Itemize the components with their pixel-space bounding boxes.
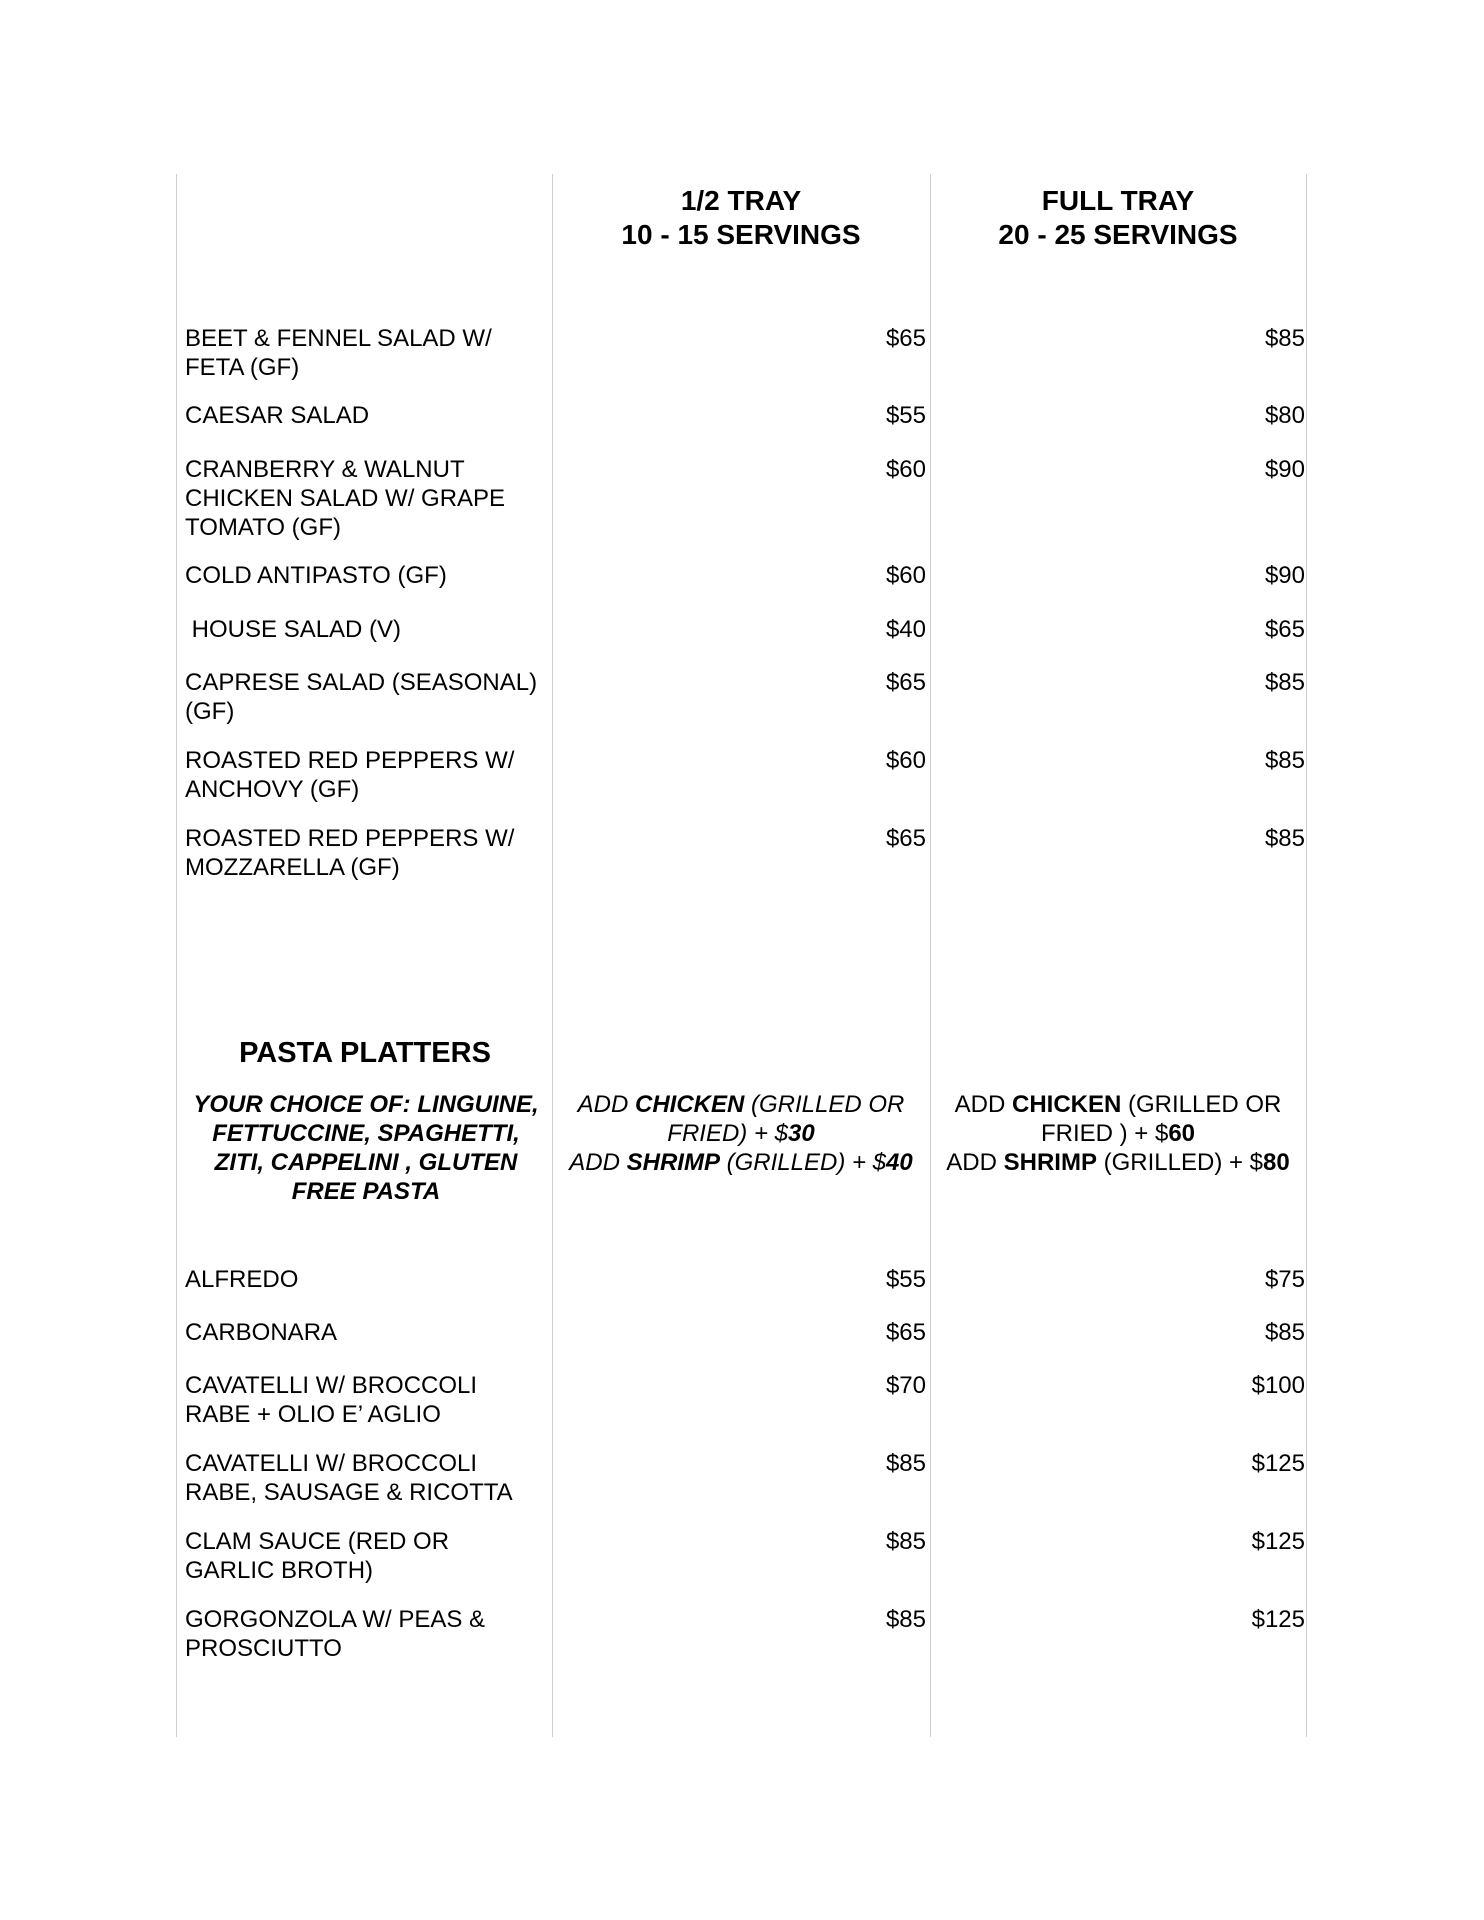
item-name: HOUSE SALAD (V) [185, 616, 402, 643]
addon-chicken-detail-2: FRIED ) + $ [1040, 1120, 1169, 1147]
item-name: CARBONARA [185, 1319, 338, 1346]
full-price: $85 [1264, 669, 1305, 696]
addon-chicken-label: CHICKEN [634, 1091, 745, 1118]
half-price: $55 [885, 402, 926, 429]
addon-shrimp-price: 80 [1263, 1149, 1290, 1176]
item-name: CAVATELLI W/ BROCCOLI RABE + OLIO E’ AGLIO [185, 1372, 484, 1428]
half-price: $70 [885, 1372, 926, 1399]
item-name: CAVATELLI W/ BROCCOLI RABE, SAUSAGE & RICOTTA [185, 1450, 513, 1506]
item-name: CLAM SAUCE (RED OR GARLIC BROTH) [185, 1528, 456, 1584]
half-price: $60 [885, 747, 926, 774]
full-price: $65 [1264, 616, 1305, 643]
addon-chicken-detail-2: FRIED) + $ [667, 1120, 788, 1147]
half-price: $85 [885, 1606, 926, 1633]
item-name: COLD ANTIPASTO (GF) [185, 562, 447, 589]
full-price: $85 [1264, 825, 1305, 852]
half-price: $55 [885, 1266, 926, 1293]
pasta-choice-note: YOUR CHOICE OF: LINGUINE, FETTUCCINE, SPAGHETTI, ZITI, CAPPELINI , GLUTEN FREE PASTA [193, 1091, 539, 1205]
column-divider-left [176, 174, 177, 1737]
item-name: ROASTED RED PEPPERS W/ ANCHOVY (GF) [185, 747, 520, 803]
addon-shrimp-line [933, 1148, 1303, 1177]
addon-chicken-label: CHICKEN [1011, 1091, 1122, 1118]
full-price: $85 [1264, 325, 1305, 352]
item-name: GORGONZOLA W/ PEAS & PROSCIUTTO [185, 1606, 492, 1662]
addon-chicken-price: 60 [1168, 1120, 1196, 1147]
addon-add-text: ADD [954, 1091, 1012, 1118]
addon-shrimp-line [556, 1148, 926, 1177]
addon-shrimp-label: SHRIMP [1003, 1149, 1097, 1176]
half-price: $60 [885, 562, 926, 589]
full-price: $80 [1264, 402, 1305, 429]
item-name: CRANBERRY & WALNUT CHICKEN SALAD W/ GRAPE TOMATO (GF) [185, 456, 512, 541]
column-divider-2 [930, 174, 931, 1737]
item-name: CAESAR SALAD [185, 402, 370, 429]
addon-add-text: ADD [569, 1149, 627, 1176]
addon-chicken-price: 30 [788, 1120, 815, 1147]
half-price: $60 [885, 456, 926, 483]
full-price: $75 [1264, 1266, 1305, 1293]
addon-chicken-line1 [556, 1090, 926, 1119]
pasta-platters-title: PASTA PLATTERS [239, 1037, 491, 1069]
half-price: $40 [885, 616, 926, 643]
addon-shrimp-detail: (GRILLED) + $ [719, 1149, 887, 1176]
half-price: $65 [885, 1319, 926, 1346]
half-price: $65 [885, 669, 926, 696]
full-tray-servings: 20 - 25 SERVINGS [998, 219, 1238, 250]
half-price: $85 [885, 1528, 926, 1555]
full-price: $125 [1251, 1528, 1305, 1555]
item-name: CAPRESE SALAD (SEASONAL) (GF) [185, 669, 544, 725]
full-price: $125 [1251, 1450, 1305, 1477]
half-price: $85 [885, 1450, 926, 1477]
column-divider-right [1306, 174, 1307, 1737]
full-price: $100 [1251, 1372, 1305, 1399]
half-price: $65 [885, 325, 926, 352]
half-tray-addons [556, 1090, 926, 1177]
addon-chicken-line2 [933, 1119, 1303, 1148]
full-price: $125 [1251, 1606, 1305, 1633]
addon-shrimp-price: 40 [886, 1149, 913, 1176]
half-tray-header [556, 184, 926, 252]
full-tray-header [933, 184, 1303, 252]
item-name: ALFREDO [185, 1266, 299, 1293]
addon-chicken-line1 [933, 1090, 1303, 1119]
addon-chicken-detail: (GRILLED OR [744, 1091, 905, 1118]
half-tray-title: 1/2 TRAY [680, 185, 802, 216]
addon-chicken-line2 [556, 1119, 926, 1148]
half-tray-servings: 10 - 15 SERVINGS [621, 219, 861, 250]
column-divider-1 [552, 174, 553, 1737]
addon-add-text: ADD [577, 1091, 635, 1118]
addon-add-text: ADD [946, 1149, 1004, 1176]
full-price: $90 [1264, 456, 1305, 483]
full-tray-title: FULL TRAY [1041, 185, 1195, 216]
full-tray-addons [933, 1090, 1303, 1177]
addon-chicken-detail: (GRILLED OR [1121, 1091, 1282, 1118]
item-name: BEET & FENNEL SALAD W/ FETA (GF) [185, 325, 499, 381]
full-price: $90 [1264, 562, 1305, 589]
full-price: $85 [1264, 1319, 1305, 1346]
addon-shrimp-detail: (GRILLED) + $ [1096, 1149, 1264, 1176]
full-price: $85 [1264, 747, 1305, 774]
addon-shrimp-label: SHRIMP [626, 1149, 720, 1176]
item-name: ROASTED RED PEPPERS W/ MOZZARELLA (GF) [185, 825, 522, 881]
half-price: $65 [885, 825, 926, 852]
